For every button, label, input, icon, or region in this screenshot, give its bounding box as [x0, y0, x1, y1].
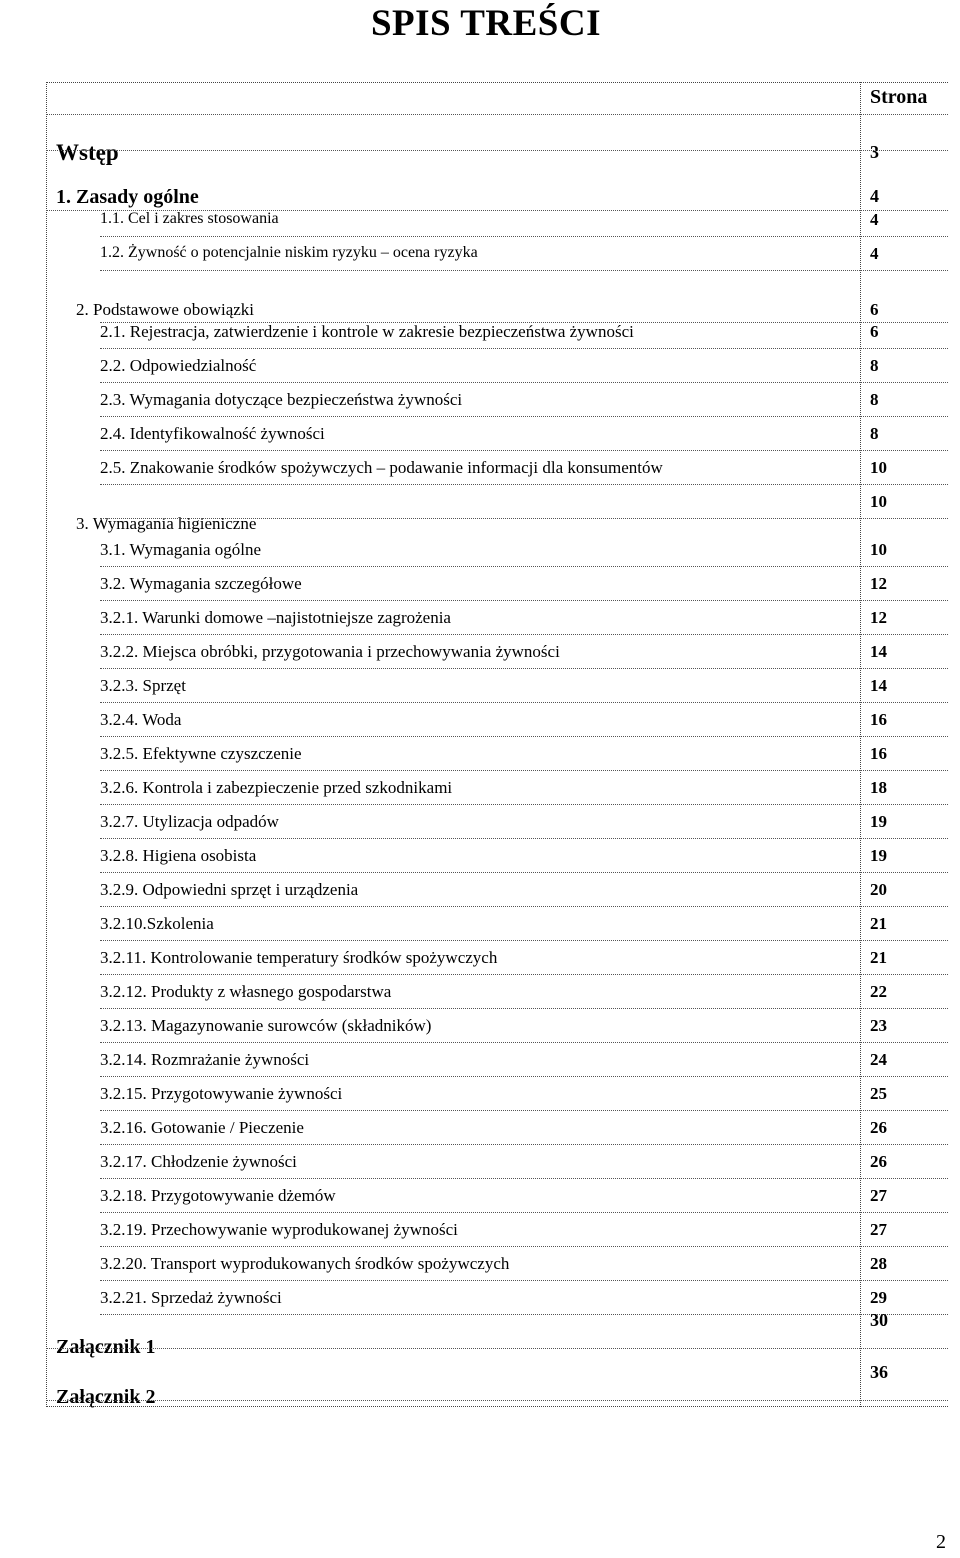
- row-separator: [100, 348, 860, 349]
- page-separator: [860, 150, 948, 151]
- toc-entry-label: 3.2.10.Szkolenia: [100, 914, 214, 933]
- toc-entry-label: 1.1. Cel i zakres stosowania: [100, 210, 279, 227]
- row-separator: [100, 1076, 860, 1077]
- toc-entry-page: 12: [870, 574, 887, 593]
- toc-entry-page: 18: [870, 778, 887, 797]
- toc-entry-label: 3.2.19. Przechowywanie wyprodukowanej żywności: [100, 1220, 458, 1239]
- toc-entry-label: 3.2.7. Utylizacja odpadów: [100, 812, 279, 831]
- toc-entry-label: 3.2.14. Rozmrażanie żywności: [100, 1050, 310, 1069]
- page-separator: [860, 1144, 948, 1145]
- toc-entry-page: 23: [870, 1016, 887, 1035]
- page-separator: [860, 906, 948, 907]
- toc-entry-page: 4: [870, 186, 879, 206]
- page-separator: [860, 1008, 948, 1009]
- toc-entry-page: 14: [870, 676, 887, 695]
- row-separator: [100, 236, 860, 237]
- row-separator: [100, 668, 860, 669]
- page-separator: [860, 1280, 948, 1281]
- page-separator: [860, 1178, 948, 1179]
- row-separator: [100, 566, 860, 567]
- page-separator: [860, 450, 948, 451]
- toc-entry-label: 2.1. Rejestracja, zatwierdzenie i kontrole w zakresie bezpieczeństwa żywności: [100, 322, 634, 341]
- row-separator: [100, 484, 860, 485]
- toc-entry-label: 3.2.12. Produkty z własnego gospodarstwa: [100, 982, 392, 1001]
- page-separator: [860, 348, 948, 349]
- page-separator: [860, 1246, 948, 1247]
- toc-entry-label: 3.2.21. Sprzedaż żywności: [100, 1288, 282, 1307]
- toc-entry-page: 19: [870, 812, 887, 831]
- toc-entry-page: 36: [870, 1362, 888, 1382]
- toc-entry-page: 4: [870, 210, 879, 229]
- row-separator: [100, 416, 860, 417]
- page-separator: [860, 382, 948, 383]
- table-of-contents: [46, 82, 948, 1407]
- row-separator: [46, 150, 860, 151]
- page-column-header: Strona: [870, 86, 928, 108]
- page-separator: [860, 270, 948, 271]
- row-separator: [100, 1144, 860, 1145]
- toc-entry-page: 12: [870, 608, 887, 627]
- toc-entry-label: 3.2. Wymagania szczegółowe: [100, 574, 302, 593]
- toc-entry-label: 2.3. Wymagania dotyczące bezpieczeństwa żywności: [100, 390, 463, 409]
- page-separator: [860, 1110, 948, 1111]
- page-separator: [860, 1348, 948, 1349]
- toc-entry-page: 8: [870, 390, 879, 409]
- toc-entry-label: 2. Podstawowe obowiązki: [76, 300, 255, 319]
- row-separator: [100, 736, 860, 737]
- toc-entry-page: 10: [870, 458, 887, 477]
- toc-entry-page: 16: [870, 710, 887, 729]
- page-separator: [860, 1212, 948, 1213]
- row-separator: [100, 382, 860, 383]
- toc-entry-label: 3.2.18. Przygotowywanie dżemów: [100, 1186, 336, 1205]
- toc-entry-label: 3.2.11. Kontrolowanie temperatury środków spożywczych: [100, 948, 498, 967]
- page-separator: [860, 974, 948, 975]
- page-separator: [860, 736, 948, 737]
- row-separator: [100, 1314, 860, 1315]
- toc-entry-page: 10: [870, 540, 887, 559]
- page-separator: [860, 634, 948, 635]
- toc-entry-page: 16: [870, 744, 887, 763]
- toc-entry-label: 3.2.5. Efektywne czyszczenie: [100, 744, 302, 763]
- toc-entry-label: 3.2.3. Sprzęt: [100, 676, 186, 695]
- toc-entry-page: 10: [870, 492, 887, 511]
- toc-entry-page: 21: [870, 914, 887, 933]
- row-separator: [100, 1212, 860, 1213]
- page-separator: [860, 518, 948, 519]
- toc-entry-page: 27: [870, 1220, 887, 1239]
- row-separator: [100, 804, 860, 805]
- row-separator: [100, 1246, 860, 1247]
- toc-entry-label: 3.2.16. Gotowanie / Pieczenie: [100, 1118, 304, 1137]
- toc-entry-label: 2.5. Znakowanie środków spożywczych – podawanie informacji dla konsumentów: [100, 458, 663, 477]
- row-separator: [100, 770, 860, 771]
- page-separator: [860, 804, 948, 805]
- toc-entry-page: 27: [870, 1186, 887, 1205]
- row-separator: [100, 974, 860, 975]
- toc-entry-label: 3.2.6. Kontrola i zabezpieczenie przed szkodnikami: [100, 778, 453, 797]
- toc-entry-page: 21: [870, 948, 887, 967]
- row-separator: [100, 1042, 860, 1043]
- page-separator: [860, 770, 948, 771]
- page-separator: [860, 1076, 948, 1077]
- toc-entry-label: 2.4. Identyfikowalność żywności: [100, 424, 325, 443]
- page-separator: [860, 566, 948, 567]
- toc-entry-page: 6: [870, 322, 879, 341]
- toc-entry-page: 25: [870, 1084, 887, 1103]
- row-separator: [100, 872, 860, 873]
- toc-entry-label: 2.2. Odpowiedzialność: [100, 356, 257, 375]
- toc-entry-label: 1.2. Żywność o potencjalnie niskim ryzyku – ocena ryzyka: [100, 244, 478, 261]
- toc-entry-page: 26: [870, 1152, 887, 1171]
- row-separator: [46, 1400, 860, 1401]
- row-separator: [100, 940, 860, 941]
- row-separator: [100, 518, 860, 519]
- row-separator: [100, 634, 860, 635]
- toc-entry-label: 3.2.17. Chłodzenie żywności: [100, 1152, 297, 1171]
- toc-entry-page: 8: [870, 356, 879, 375]
- toc-entry-page: 4: [870, 244, 879, 263]
- toc-entry-page: 8: [870, 424, 879, 443]
- row-separator: [100, 906, 860, 907]
- page-separator: [860, 236, 948, 237]
- toc-entry-label: 3.2.20. Transport wyprodukowanych środków spożywczych: [100, 1254, 510, 1273]
- toc-entry-page: 30: [870, 1310, 888, 1330]
- page-separator: [860, 668, 948, 669]
- page-separator: [860, 416, 948, 417]
- toc-entry-page: 26: [870, 1118, 887, 1137]
- row-separator: [100, 838, 860, 839]
- header-separator: [46, 114, 948, 115]
- toc-entry-label: 3.2.1. Warunki domowe –najistotniejsze zagrożenia: [100, 608, 451, 627]
- toc-entry-label: 3.2.2. Miejsca obróbki, przygotowania i przechowywania żywności: [100, 642, 560, 661]
- toc-entry-label: 3.2.15. Przygotowywanie żywności: [100, 1084, 343, 1103]
- row-separator: [100, 1110, 860, 1111]
- page-separator: [860, 838, 948, 839]
- toc-entry-label: Załącznik 1: [56, 1336, 156, 1358]
- page-separator: [860, 940, 948, 941]
- toc-entry-page: 6: [870, 300, 879, 319]
- page-separator: [860, 484, 948, 485]
- toc-entry-label: 3.2.13. Magazynowanie surowców (składników): [100, 1016, 432, 1035]
- page-separator: [860, 1400, 948, 1401]
- toc-entry-label: Załącznik 2: [56, 1386, 156, 1408]
- row-separator: [100, 270, 860, 271]
- row-separator: [100, 702, 860, 703]
- row-separator: [100, 600, 860, 601]
- row-separator: [100, 1008, 860, 1009]
- page-separator: [860, 1042, 948, 1043]
- toc-entry-page: 22: [870, 982, 887, 1001]
- page-number: 2: [936, 1531, 946, 1553]
- row-separator: [100, 450, 860, 451]
- toc-entry-label: 3.2.9. Odpowiedni sprzęt i urządzenia: [100, 880, 359, 899]
- toc-entry-page: 24: [870, 1050, 887, 1069]
- page-separator: [860, 872, 948, 873]
- row-separator: [100, 1280, 860, 1281]
- toc-entry-page: 3: [870, 142, 879, 162]
- toc-entry-label: 3.2.8. Higiena osobista: [100, 846, 257, 865]
- toc-entry-page: 28: [870, 1254, 887, 1273]
- toc-entry-page: 29: [870, 1288, 887, 1307]
- toc-entry-label: 3.1. Wymagania ogólne: [100, 540, 262, 559]
- toc-entry-page: 14: [870, 642, 887, 661]
- toc-entry-label: Wstęp: [56, 140, 119, 165]
- toc-entry-page: 20: [870, 880, 887, 899]
- toc-entry-label: 1. Zasady ogólne: [56, 186, 199, 208]
- page-title: SPIS TREŚCI: [370, 3, 601, 44]
- row-separator: [100, 1178, 860, 1179]
- toc-entry-label: 3.2.4. Woda: [100, 710, 182, 729]
- row-separator: [46, 1348, 860, 1349]
- page-separator: [860, 702, 948, 703]
- toc-entry-label: 3. Wymagania higieniczne: [76, 514, 257, 533]
- toc-entry-page: 19: [870, 846, 887, 865]
- page-separator: [860, 600, 948, 601]
